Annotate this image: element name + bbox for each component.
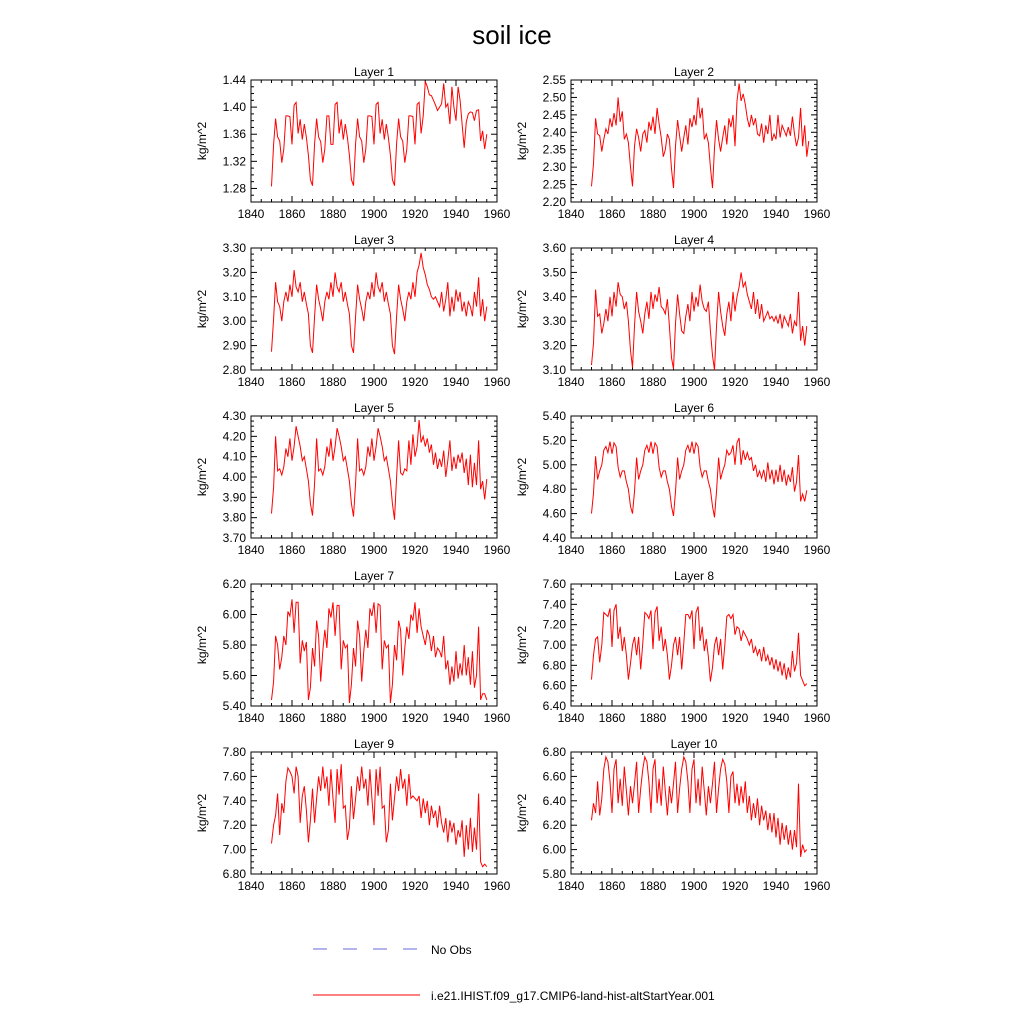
- layer-2-xtick-label: 1960: [803, 207, 831, 221]
- layer-9-panel: [195, 737, 511, 893]
- layer-2-ytick-label: 2.25: [542, 177, 566, 192]
- layer-5-ytick-label: 4.00: [222, 470, 246, 484]
- layer-9-ytick-label: 7.20: [222, 818, 246, 833]
- layer-4-xtick-label: 1900: [680, 375, 708, 389]
- layer-7-ytick-label: 5.40: [222, 699, 246, 713]
- layer-9-xtick-label: 1940: [442, 879, 470, 893]
- layer-10-ylabel: kg/m^2: [515, 793, 529, 833]
- layer-7-ytick-label: 5.60: [222, 668, 246, 683]
- layer-9-ytick-label: 7.80: [222, 745, 246, 759]
- layer-2-xtick-label: 1840: [557, 207, 585, 221]
- layer-6-xtick-label: 1860: [598, 543, 626, 557]
- layer-3-ytick-label: 3.10: [222, 289, 246, 304]
- layer-7-xtick-label: 1940: [442, 711, 470, 725]
- layer-3-xtick-label: 1920: [401, 375, 429, 389]
- layer-3-ytick-label: 3.00: [222, 314, 246, 329]
- layer-7-xtick-label: 1880: [319, 711, 347, 725]
- layer-3-xtick-label: 1880: [319, 375, 347, 389]
- layer-7-title: Layer 7: [353, 569, 395, 583]
- layer-4-xtick-label: 1960: [803, 375, 831, 389]
- layer-5-series-line: [272, 420, 487, 520]
- layer-5-ylabel: kg/m^2: [195, 457, 209, 497]
- layer-6-ytick-label: 4.60: [542, 506, 566, 521]
- layer-10-panel: [515, 737, 831, 893]
- layer-4-ytick-label: 3.30: [542, 314, 566, 329]
- layer-1-panel: [195, 65, 511, 221]
- layer-4-xtick-label: 1920: [721, 375, 749, 389]
- layer-10-ytick-label: 6.00: [542, 842, 566, 857]
- layer-9-xtick-label: 1960: [483, 879, 511, 893]
- layer-5-ytick-label: 3.90: [222, 490, 246, 505]
- layer-4-title: Layer 4: [673, 233, 715, 247]
- layer-1-xtick-label: 1920: [401, 207, 429, 221]
- layer-9-ytick-label: 6.80: [222, 867, 246, 881]
- layer-8-ytick-label: 6.60: [542, 678, 566, 693]
- layer-2-frame: [571, 80, 817, 202]
- layer-10-xtick-label: 1900: [680, 879, 708, 893]
- layer-8-xtick-label: 1880: [639, 711, 667, 725]
- layer-9-ytick-label: 7.40: [222, 793, 246, 808]
- layer-8-xtick-label: 1840: [557, 711, 585, 725]
- layer-2-xtick-label: 1940: [762, 207, 790, 221]
- layer-6-xtick-label: 1940: [762, 543, 790, 557]
- layer-9-xtick-label: 1900: [360, 879, 388, 893]
- layer-1-xtick-label: 1860: [278, 207, 306, 221]
- layer-2-xtick-label: 1860: [598, 207, 626, 221]
- layer-5-xtick-label: 1900: [360, 543, 388, 557]
- layer-5-title: Layer 5: [353, 401, 395, 415]
- layer-2-ytick-label: 2.35: [542, 142, 566, 157]
- layer-2-ylabel: kg/m^2: [515, 121, 529, 161]
- legend-model-label: i.e21.IHIST.f09_g17.CMIP6-land-hist-altStartYear.001: [431, 989, 715, 1003]
- layer-6-xtick-label: 1900: [680, 543, 708, 557]
- layer-7-ytick-label: 5.80: [222, 638, 246, 652]
- layer-3-xtick-label: 1900: [360, 375, 388, 389]
- figure-title: soil ice: [472, 20, 552, 50]
- layer-3-xtick-label: 1860: [278, 375, 306, 389]
- layer-10-ytick-label: 6.20: [542, 818, 566, 833]
- layer-4-ytick-label: 3.40: [542, 289, 566, 304]
- legend-no-obs-label: No Obs: [431, 943, 472, 957]
- layer-3-xtick-label: 1960: [483, 375, 511, 389]
- layer-10-xtick-label: 1920: [721, 879, 749, 893]
- layer-10-frame: [571, 752, 817, 874]
- layer-7-series-line: [272, 599, 487, 703]
- layer-1-ytick-label: 1.40: [222, 100, 246, 115]
- layer-8-xtick-label: 1900: [680, 711, 708, 725]
- layer-3-ytick-label: 2.80: [222, 363, 246, 377]
- layer-6-xtick-label: 1920: [721, 543, 749, 557]
- layer-10-ytick-label: 6.80: [542, 745, 566, 759]
- layer-5-xtick-label: 1920: [401, 543, 429, 557]
- layer-6-ytick-label: 5.20: [542, 433, 566, 448]
- layer-2-ytick-label: 2.40: [542, 125, 566, 140]
- layer-1-ytick-label: 1.44: [222, 73, 246, 87]
- layer-4-panel: [515, 233, 831, 389]
- layer-10-xtick-label: 1940: [762, 879, 790, 893]
- layer-7-xtick-label: 1900: [360, 711, 388, 725]
- layer-3-ytick-label: 3.20: [222, 265, 246, 280]
- layer-7-xtick-label: 1860: [278, 711, 306, 725]
- layer-9-ylabel: kg/m^2: [195, 793, 209, 833]
- layer-1-ylabel: kg/m^2: [195, 121, 209, 161]
- layer-6-ytick-label: 4.80: [542, 482, 566, 497]
- layer-7-panel: [195, 569, 511, 725]
- layer-5-ytick-label: 4.10: [222, 449, 246, 464]
- layer-3-frame: [251, 248, 497, 370]
- layer-7-ylabel: kg/m^2: [195, 625, 209, 665]
- layer-2-title: Layer 2: [673, 65, 715, 79]
- layer-4-ytick-label: 3.60: [542, 241, 566, 255]
- layer-1-xtick-label: 1960: [483, 207, 511, 221]
- layer-5-xtick-label: 1860: [278, 543, 306, 557]
- layer-8-panel: [515, 569, 831, 725]
- layer-5-xtick-label: 1960: [483, 543, 511, 557]
- layer-9-xtick-label: 1840: [237, 879, 265, 893]
- layer-7-ytick-label: 6.00: [222, 607, 246, 622]
- layer-7-xtick-label: 1840: [237, 711, 265, 725]
- layer-8-ytick-label: 7.60: [542, 577, 566, 591]
- layer-10-ytick-label: 5.80: [542, 867, 566, 881]
- layer-8-ytick-label: 7.20: [542, 617, 566, 632]
- layer-3-xtick-label: 1840: [237, 375, 265, 389]
- panels: [195, 65, 831, 893]
- layer-3-panel: [195, 233, 511, 389]
- layer-9-title: Layer 9: [353, 737, 395, 751]
- layer-6-ytick-label: 5.40: [542, 409, 566, 423]
- layer-5-ytick-label: 4.30: [222, 409, 246, 423]
- layer-5-ytick-label: 4.20: [222, 429, 246, 444]
- layer-2-ytick-label: 2.55: [542, 73, 566, 87]
- layer-4-ytick-label: 3.50: [542, 265, 566, 280]
- layer-3-ytick-label: 3.30: [222, 241, 246, 255]
- layer-4-xtick-label: 1880: [639, 375, 667, 389]
- layer-2-ytick-label: 2.45: [542, 107, 566, 122]
- layer-10-ytick-label: 6.40: [542, 793, 566, 808]
- layer-6-panel: [515, 401, 831, 557]
- layer-10-xtick-label: 1960: [803, 879, 831, 893]
- layer-6-series-line: [592, 438, 807, 517]
- layer-3-ylabel: kg/m^2: [195, 289, 209, 329]
- layer-6-title: Layer 6: [673, 401, 715, 415]
- layer-8-ytick-label: 7.00: [542, 638, 566, 652]
- layer-10-title: Layer 10: [670, 737, 718, 751]
- layer-6-xtick-label: 1880: [639, 543, 667, 557]
- layer-5-ytick-label: 3.70: [222, 531, 246, 545]
- layer-4-xtick-label: 1860: [598, 375, 626, 389]
- layer-1-ytick-label: 1.28: [222, 181, 246, 196]
- layer-2-ytick-label: 2.30: [542, 160, 566, 175]
- layer-2-ytick-label: 2.20: [542, 195, 566, 209]
- layer-5-xtick-label: 1880: [319, 543, 347, 557]
- layer-3-series-line: [272, 253, 487, 354]
- layer-1-ytick-label: 1.32: [222, 154, 246, 169]
- layer-8-ytick-label: 6.40: [542, 699, 566, 713]
- layer-2-series-line: [592, 84, 809, 189]
- layer-1-ytick-label: 1.36: [222, 127, 246, 142]
- layer-6-ytick-label: 4.40: [542, 531, 566, 545]
- layer-9-xtick-label: 1860: [278, 879, 306, 893]
- layer-8-xtick-label: 1860: [598, 711, 626, 725]
- layer-10-series-line: [592, 757, 807, 857]
- layer-10-xtick-label: 1880: [639, 879, 667, 893]
- layer-5-ytick-label: 3.80: [222, 510, 246, 525]
- layer-4-series-line: [592, 272, 807, 370]
- layer-1-xtick-label: 1880: [319, 207, 347, 221]
- layer-1-series-line: [272, 81, 487, 186]
- layer-9-ytick-label: 7.60: [222, 769, 246, 784]
- layer-3-xtick-label: 1940: [442, 375, 470, 389]
- layer-4-ytick-label: 3.10: [542, 363, 566, 377]
- layer-8-title: Layer 8: [673, 569, 715, 583]
- layer-1-xtick-label: 1840: [237, 207, 265, 221]
- layer-8-xtick-label: 1940: [762, 711, 790, 725]
- layer-5-panel: [195, 401, 511, 557]
- layer-7-ytick-label: 6.20: [222, 577, 246, 591]
- layer-2-panel: [515, 65, 831, 221]
- layer-2-xtick-label: 1920: [721, 207, 749, 221]
- layer-8-xtick-label: 1960: [803, 711, 831, 725]
- layer-6-ylabel: kg/m^2: [515, 457, 529, 497]
- layer-3-ytick-label: 2.90: [222, 338, 246, 353]
- layer-7-xtick-label: 1920: [401, 711, 429, 725]
- layer-5-xtick-label: 1840: [237, 543, 265, 557]
- layer-8-ytick-label: 6.80: [542, 658, 566, 673]
- layer-4-ylabel: kg/m^2: [515, 289, 529, 329]
- layer-2-xtick-label: 1880: [639, 207, 667, 221]
- layer-6-ytick-label: 5.00: [542, 457, 566, 472]
- layer-9-xtick-label: 1880: [319, 879, 347, 893]
- layer-10-xtick-label: 1860: [598, 879, 626, 893]
- layer-6-xtick-label: 1840: [557, 543, 585, 557]
- layer-4-xtick-label: 1940: [762, 375, 790, 389]
- layer-2-ytick-label: 2.50: [542, 90, 566, 105]
- layer-1-xtick-label: 1940: [442, 207, 470, 221]
- layer-7-xtick-label: 1960: [483, 711, 511, 725]
- layer-5-xtick-label: 1940: [442, 543, 470, 557]
- layer-3-title: Layer 3: [353, 233, 395, 247]
- layer-4-xtick-label: 1840: [557, 375, 585, 389]
- layer-6-xtick-label: 1960: [803, 543, 831, 557]
- layer-8-xtick-label: 1920: [721, 711, 749, 725]
- layer-4-ytick-label: 3.20: [542, 338, 566, 353]
- layer-8-ytick-label: 7.40: [542, 597, 566, 612]
- legend: [313, 943, 715, 1003]
- layer-9-series-line: [272, 764, 487, 867]
- layer-10-xtick-label: 1840: [557, 879, 585, 893]
- layer-1-xtick-label: 1900: [360, 207, 388, 221]
- layer-10-ytick-label: 6.60: [542, 769, 566, 784]
- layer-6-frame: [571, 416, 817, 538]
- layer-8-ylabel: kg/m^2: [515, 625, 529, 665]
- layer-8-series-line: [592, 604, 807, 685]
- layer-9-ytick-label: 7.00: [222, 842, 246, 857]
- layer-2-xtick-label: 1900: [680, 207, 708, 221]
- layer-1-title: Layer 1: [353, 65, 395, 79]
- layer-9-xtick-label: 1920: [401, 879, 429, 893]
- layer-5-frame: [251, 416, 497, 538]
